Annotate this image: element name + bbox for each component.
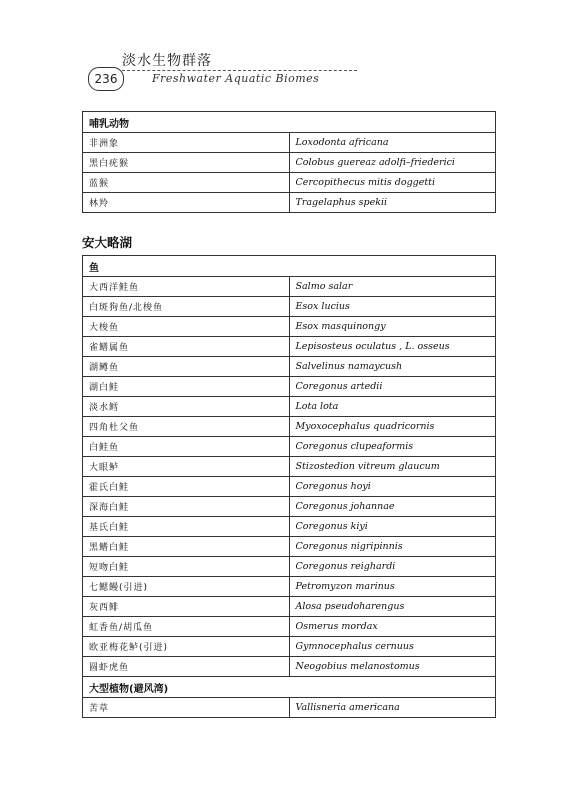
common-name: 雀鳝属鱼 [83,337,290,357]
table-row [83,437,496,457]
common-name: 四角杜父鱼 [83,417,290,437]
scientific-name: Tragelaphus spekii [289,193,496,213]
scientific-name: Esox lucius [289,297,496,317]
mammals-table-block [82,111,496,213]
table-row [83,457,496,477]
running-title-cn: 淡水生物群落 [122,53,212,69]
table-row [83,698,496,718]
scientific-name: Loxodonta africana [289,133,496,153]
common-name: 虹香鱼/胡瓜鱼 [83,617,290,637]
page-number: 236 [88,67,124,91]
common-name: 黑鳍白鲑 [83,537,290,557]
table-row [83,657,496,677]
common-name: 短吻白鲑 [83,557,290,577]
common-name: 大眼鲈 [83,457,290,477]
table-row [83,617,496,637]
scientific-name: Stizostedion vitreum glaucum [289,457,496,477]
table-row [83,337,496,357]
common-name: 非洲象 [83,133,290,153]
lake-ontario-table [82,255,496,718]
table-row [83,173,496,193]
table-row [83,417,496,437]
table-row [83,133,496,153]
scientific-name: Petromyzon marinus [289,577,496,597]
scientific-name: Coregonus clupeaformis [289,437,496,457]
table-row [83,597,496,617]
table-row [83,357,496,377]
table-row [83,277,496,297]
running-title-en: Freshwater Aquatic Biomes [152,72,320,85]
common-name: 林羚 [83,193,290,213]
section-row [83,256,496,277]
scientific-name: Neogobius melanostomus [289,657,496,677]
scientific-name: Vallisneria americana [289,698,496,718]
common-name: 苦草 [83,698,290,718]
table-row [83,557,496,577]
common-name: 蓝猴 [83,173,290,193]
table-row [83,317,496,337]
scientific-name: Salmo salar [289,277,496,297]
scientific-name: Lepisosteus oculatus , L. osseus [289,337,496,357]
common-name: 大西洋鲑鱼 [83,277,290,297]
table-row [83,193,496,213]
scientific-name: Osmerus mordax [289,617,496,637]
page-header [82,50,502,96]
common-name: 黑白疣猴 [83,153,290,173]
common-name: 基氏白鲑 [83,517,290,537]
common-name: 淡水鳕 [83,397,290,417]
common-name: 圆虾虎鱼 [83,657,290,677]
common-name: 灰西鲱 [83,597,290,617]
common-name: 湖鳟鱼 [83,357,290,377]
scientific-name: Esox masquinongy [289,317,496,337]
scientific-name: Coregonus reighardi [289,557,496,577]
table-row [83,377,496,397]
scientific-name: Coregonus nigripinnis [289,537,496,557]
table-row [83,577,496,597]
scientific-name: Lota lota [289,397,496,417]
common-name: 白斑狗鱼/北梭鱼 [83,297,290,317]
table-row [83,637,496,657]
lake-table-block [82,255,496,718]
scientific-name: Coregonus artedii [289,377,496,397]
common-name: 七鳃鳗(引进) [83,577,290,597]
table-row [83,497,496,517]
section-row [83,677,496,698]
common-name: 欧亚梅花鲈(引进) [83,637,290,657]
table-row [83,477,496,497]
common-name: 湖白鲑 [83,377,290,397]
table-row [83,517,496,537]
section-row [83,112,496,133]
section-heading-fish: 鱼 [83,256,496,277]
mammals-table [82,111,496,213]
section-heading-plants: 大型植物(避风湾) [83,677,496,698]
table-row [83,153,496,173]
scientific-name: Cercopithecus mitis doggetti [289,173,496,193]
scientific-name: Coregonus hoyi [289,477,496,497]
common-name: 霍氏白鲑 [83,477,290,497]
table-row [83,537,496,557]
table-row [83,297,496,317]
scientific-name: Salvelinus namaycush [289,357,496,377]
scientific-name: Myoxocephalus quadricornis [289,417,496,437]
scientific-name: Gymnocephalus cernuus [289,637,496,657]
common-name: 大梭鱼 [83,317,290,337]
scientific-name: Alosa pseudoharengus [289,597,496,617]
section-heading-mammals: 哺乳动物 [83,112,496,133]
header-divider [122,70,357,71]
scientific-name: Coregonus kiyi [289,517,496,537]
scientific-name: Colobus guereaz adolfi–friederici [289,153,496,173]
scientific-name: Coregonus johannae [289,497,496,517]
common-name: 白鲑鱼 [83,437,290,457]
common-name: 深海白鲑 [83,497,290,517]
table-row [83,397,496,417]
location-heading: 安大略湖 [82,235,133,250]
